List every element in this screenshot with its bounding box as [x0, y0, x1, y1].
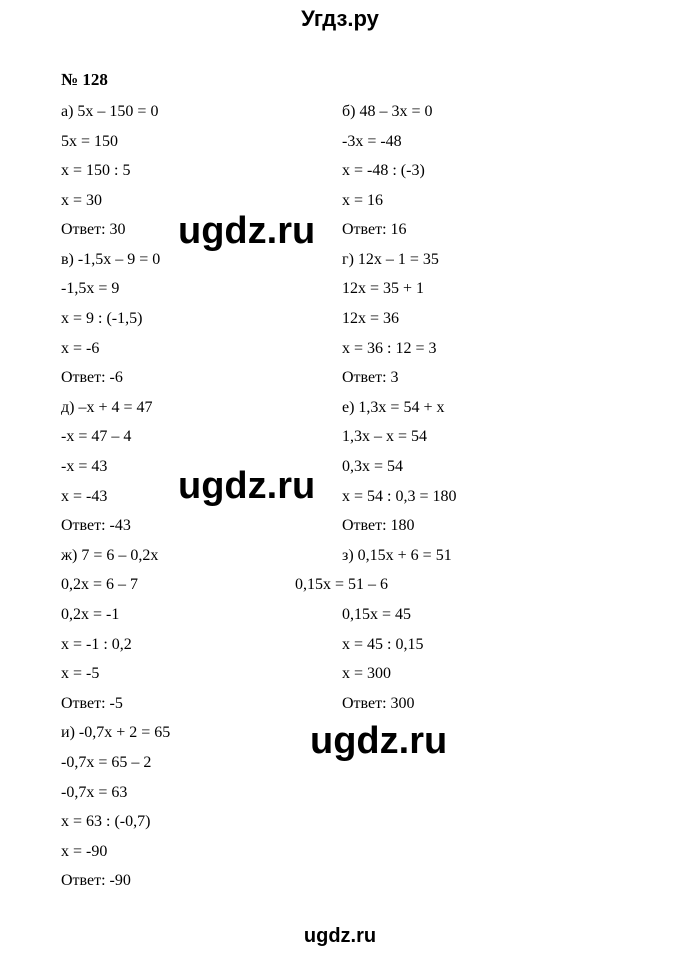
left-line: д) –х + 4 = 47	[61, 399, 153, 416]
right-line: 0,15х = 51 – 6	[295, 576, 389, 593]
left-line: х = -1 : 0,2	[61, 636, 132, 653]
watermark-logo: ugdz.ru	[178, 210, 316, 252]
problem-number: № 128	[61, 70, 108, 89]
left-line: Ответ: -6	[61, 369, 123, 386]
left-line: -х = 47 – 4	[61, 428, 132, 445]
right-line: 0,3х = 54	[342, 458, 404, 475]
right-line: Ответ: 16	[342, 221, 407, 238]
right-line: -3х = -48	[342, 133, 402, 150]
right-line: х = 45 : 0,15	[342, 636, 424, 653]
left-line: а) 5х – 150 = 0	[61, 103, 159, 120]
left-line: ж) 7 = 6 – 0,2х	[61, 547, 159, 564]
left-line: 5х = 150	[61, 133, 119, 150]
right-line: Ответ: 180	[342, 517, 415, 534]
left-line: и) -0,7х + 2 = 65	[61, 724, 171, 741]
left-line: в) -1,5х – 9 = 0	[61, 251, 161, 268]
left-line: -х = 43	[61, 458, 108, 475]
left-line: х = -90	[61, 843, 108, 860]
right-line: 0,15х = 45	[342, 606, 412, 623]
right-line: х = -48 : (-3)	[342, 162, 425, 179]
left-line: Ответ: -90	[61, 872, 131, 889]
right-line: х = 300	[342, 665, 392, 682]
right-line: Ответ: 3	[342, 369, 399, 386]
right-line: б) 48 – 3х = 0	[342, 103, 433, 120]
left-line: х = -43	[61, 488, 108, 505]
left-line: Ответ: -5	[61, 695, 123, 712]
right-line: 1,3х – х = 54	[342, 428, 428, 445]
right-line: 12х = 35 + 1	[342, 280, 425, 297]
left-line: х = 30	[61, 192, 103, 209]
site-header-title: Угдз.ру	[301, 6, 379, 31]
left-line: Ответ: 30	[61, 221, 126, 238]
left-line: х = 63 : (-0,7)	[61, 813, 151, 830]
left-line: -0,7х = 63	[61, 784, 128, 801]
left-line: х = -6	[61, 340, 100, 357]
left-line: Ответ: -43	[61, 517, 131, 534]
right-line: Ответ: 300	[342, 695, 415, 712]
left-line: х = 150 : 5	[61, 162, 131, 179]
left-line: х = 9 : (-1,5)	[61, 310, 143, 327]
right-line: е) 1,3х = 54 + х	[342, 399, 445, 416]
left-line: -1,5х = 9	[61, 280, 120, 297]
right-line: х = 36 : 12 = 3	[342, 340, 437, 357]
left-line: -0,7х = 65 – 2	[61, 754, 152, 771]
right-line: 12х = 36	[342, 310, 400, 327]
right-line: г) 12х – 1 = 35	[342, 251, 439, 268]
left-line: 0,2х = -1	[61, 606, 120, 623]
site-footer-title: ugdz.ru	[303, 925, 377, 947]
right-line: х = 54 : 0,3 = 180	[342, 488, 457, 505]
left-line: 0,2х = 6 – 7	[61, 576, 139, 593]
left-line: х = -5	[61, 665, 100, 682]
right-line: з) 0,15х + 6 = 51	[342, 547, 452, 564]
watermark-logo: ugdz.ru	[310, 720, 448, 762]
right-line: х = 16	[342, 192, 384, 209]
watermark-logo: ugdz.ru	[178, 465, 316, 507]
